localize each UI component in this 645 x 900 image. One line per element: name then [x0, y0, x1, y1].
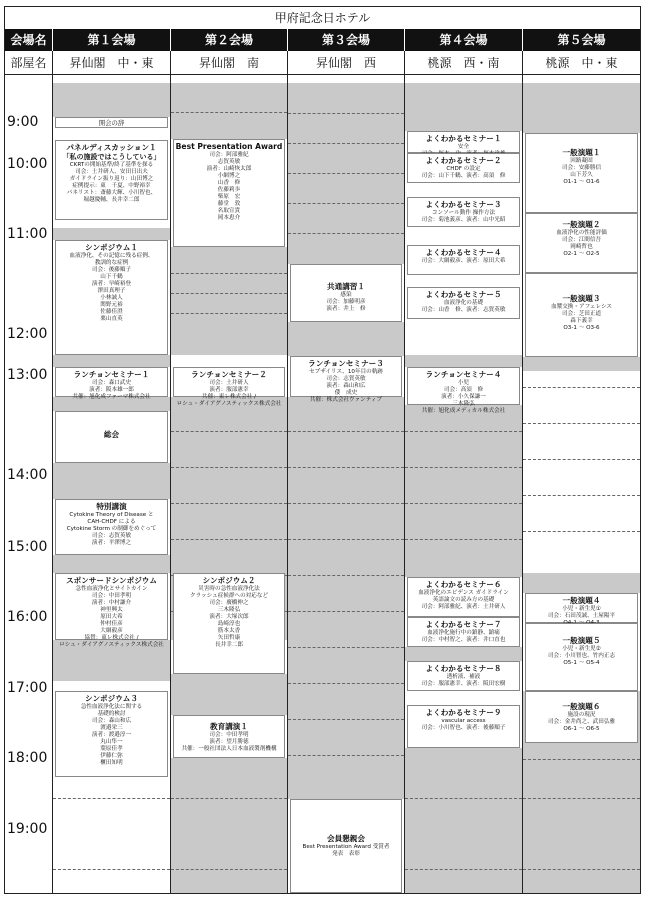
- general-session-4: 一般演題４ 小児・新生児① 司会：石田茂誠、土屋陽平: [525, 593, 638, 623]
- venue-column-3: [288, 75, 405, 893]
- venue-column-4: [405, 75, 523, 893]
- time-label: 9:00: [7, 114, 39, 130]
- seminar-5: よくわかるセミナー５ 血液浄化の基礎 司会：山香 修、演者：志賀英敏: [407, 287, 520, 319]
- time-label: 12:00: [7, 326, 48, 342]
- room-label: 部屋名: [5, 51, 53, 75]
- luncheon-seminar-2: ランチョンセミナー２ 司会：土井研人 演者：服部憲幸 共催：東レ株式会社 / ロシュ・ダイアグノスティックス株式会社: [173, 367, 285, 397]
- luncheon-seminar-3: ランチョンセミナー３ セプザイリス、10年目の軌跡 司会：志賀英敏 演者：森山和広 倭 成史 共催：株式会社ヴァンティブ: [290, 356, 402, 397]
- header-col5: 第５会場: [523, 29, 640, 51]
- room-col3: 昇仙閣 西: [288, 51, 405, 75]
- general-session-3: 一般演題３ 血漿交換・アフェレシス 司会：芝田正道 森下義幸 O3-1 ～ O3-6: [525, 273, 638, 357]
- panel-discussion-1: パネルディスカッション１ 「私の施設ではこうしている」 CKRTの開始基準/終了基準を探る 司会：土井研人、安田日出夫 ガイドライン振り返り：山田博之 症例提示：東 千夏、中野裕幸 パネリスト：斎藤大輝、小川智也、 堀越慶輔、長井幸二郎: [55, 140, 168, 220]
- members-reception: 会員懇親会 Best Presentation Award 受賞者 発表 表彰: [290, 799, 402, 893]
- seminar-2: よくわかるセミナー２ CHDF の設定 司会：山下千鶴、演者：高須 修: [407, 153, 520, 183]
- time-label: 15:00: [7, 539, 48, 555]
- special-lecture: 特別講演 Cytokine Theory of Disease と CAH-CHDF による Cytokine Storm の制御をめぐって 司会：志賀英敏 演者：平澤博之: [55, 499, 168, 555]
- seminar-3: よくわかるセミナー３ コンソール動作 操作方法 司会：菊池義彦、演者：山中光昭: [407, 197, 520, 227]
- time-label: 19:00: [7, 821, 48, 837]
- symposium-2: シンポジウム２ 災害時の急性血液浄化法 クラッシュ症候群への対応など 司会：廣橋伸之 三木隆弘 演者：大塚次郎 島崎淳也 筋本太香 矢田哲康 長井幸二郎: [173, 573, 285, 674]
- venue-column-5: [523, 75, 640, 893]
- educational-lecture-1: 教育講演１ 司会：中田孝明 演者：望月勝徳 共催：一般社団法人日本血液製剤機構: [173, 715, 285, 758]
- venue-title: 甲府記念日ホテル: [5, 7, 640, 30]
- seminar-7: よくわかるセミナー７ 血液浄化施行中の鎮静、鎮痛 司会：中村智之、演者：井口直也: [407, 617, 520, 647]
- seminar-8: よくわかるセミナー８ 透析液、補液 司会：服部憲幸、演者：阪田宏樹: [407, 661, 520, 691]
- header-col1: 第１会場: [53, 29, 171, 51]
- opening-remarks: 開会の辞: [55, 117, 168, 128]
- luncheon-seminar-4: ランチョンセミナー４ 小児 司会：高須 修 演者：小久保謙一 三木隆弘 共催：旭化成メディカル株式会社: [407, 367, 520, 405]
- time-label: 10:00: [7, 156, 48, 172]
- venue-column-2: [171, 75, 288, 893]
- room-col1: 昇仙閣 中・東: [53, 51, 171, 75]
- time-label: 18:00: [7, 750, 48, 766]
- general-meeting: 総会: [55, 411, 168, 463]
- common-course-1: 共通講習１ 感染 司会：加藤明彦 演者：井上 修: [290, 264, 402, 322]
- seminar-4: よくわかるセミナー４ 司会：大網毅彦、演者：原田大希: [407, 245, 520, 275]
- room-col5: 桃源 中・東: [523, 51, 640, 75]
- header-col3: 第３会場: [288, 29, 405, 51]
- time-label: 16:00: [7, 609, 48, 625]
- time-label: 13:00: [7, 367, 48, 383]
- sponsored-symposium: スポンサードシンポジウム 急性血液浄化とサイトカイン 司会：中田孝明 演者：中村謙介 神里興太 原田大希 仲村佳彦 大網毅彦 協賛：東レ株式会社 / ロシュ・ダイアグノスティックス株式会社: [55, 573, 168, 640]
- seminar-1: よくわかるセミナー１ 安全: [407, 131, 520, 153]
- symposium-1: シンポジウム１ 血液浄化、その記憶に残る症例、 教訓的な症例 司会：後藤順子 山下千鶴 演者：早崎裕登 澤田真理子 小林誠人 関野元裕 佐藤佳澄 栗山直英: [55, 240, 168, 355]
- time-label: 17:00: [7, 680, 48, 696]
- timetable: [4, 6, 641, 894]
- room-col2: 昇仙閣 南: [171, 51, 288, 75]
- general-session-6: 一般演題６ 施設の現況 司会：金井尚之、武田弘雅 O6-1 ～ O6-5: [525, 691, 638, 743]
- time-column: [5, 75, 53, 893]
- seminar-6: よくわかるセミナー６ 血液浄化のエビデンス ガイドライン 英語論文の読み方の基礎 司会：阿部雅紀、演者：土井研人: [407, 577, 520, 617]
- time-label: 11:00: [7, 226, 48, 242]
- seminar-9: よくわかるセミナー９ vascular access 司会：小川智也、演者：後藤順子: [407, 705, 520, 748]
- venue-column-1: [53, 75, 171, 893]
- room-col4: 桃源 西・南: [405, 51, 523, 75]
- header-col4: 第４会場: [405, 29, 523, 51]
- header-venue-label: 会場名: [5, 29, 53, 51]
- general-session-2: 一般演題２ 血液浄化の性能評価 司会：江間信吾 岡崎哲也 O2-1 ～ O2-5: [525, 213, 638, 273]
- general-session-5: 一般演題５ 小児・新生児② 司会：小川智也、竹内正志 O5-1 ～ O5-4: [525, 623, 638, 691]
- time-label: 14:00: [7, 467, 48, 483]
- luncheon-seminar-1: ランチョンセミナー１ 司会：森口武史 演者：阪本雄一郎 共催：旭化成ファーマ株式会社: [55, 367, 168, 397]
- header-col2: 第２会場: [171, 29, 288, 51]
- best-presentation-award: Best Presentation Award 司会：阿部雅紀 志賀英敏 演者：山崎恢太郎 小網博之 山香 修 佐藤莉歩 柴原 宏 藤堂 敦 名取宣貴 岡本恵介: [173, 139, 285, 247]
- symposium-3: シンポジウム３ 急性血液浄化法に関する 基礎的検討 司会：森山和広 渡邉栄三 演者：渡邉淳一 丸山隼一 葉原佳孝 伊藤仁弥 櫃田知明: [55, 691, 168, 777]
- general-session-1: 一般演題１ 回路凝固 司会：安藤勝信 山下芳久 O1-1 ～ O1-6: [525, 133, 638, 213]
